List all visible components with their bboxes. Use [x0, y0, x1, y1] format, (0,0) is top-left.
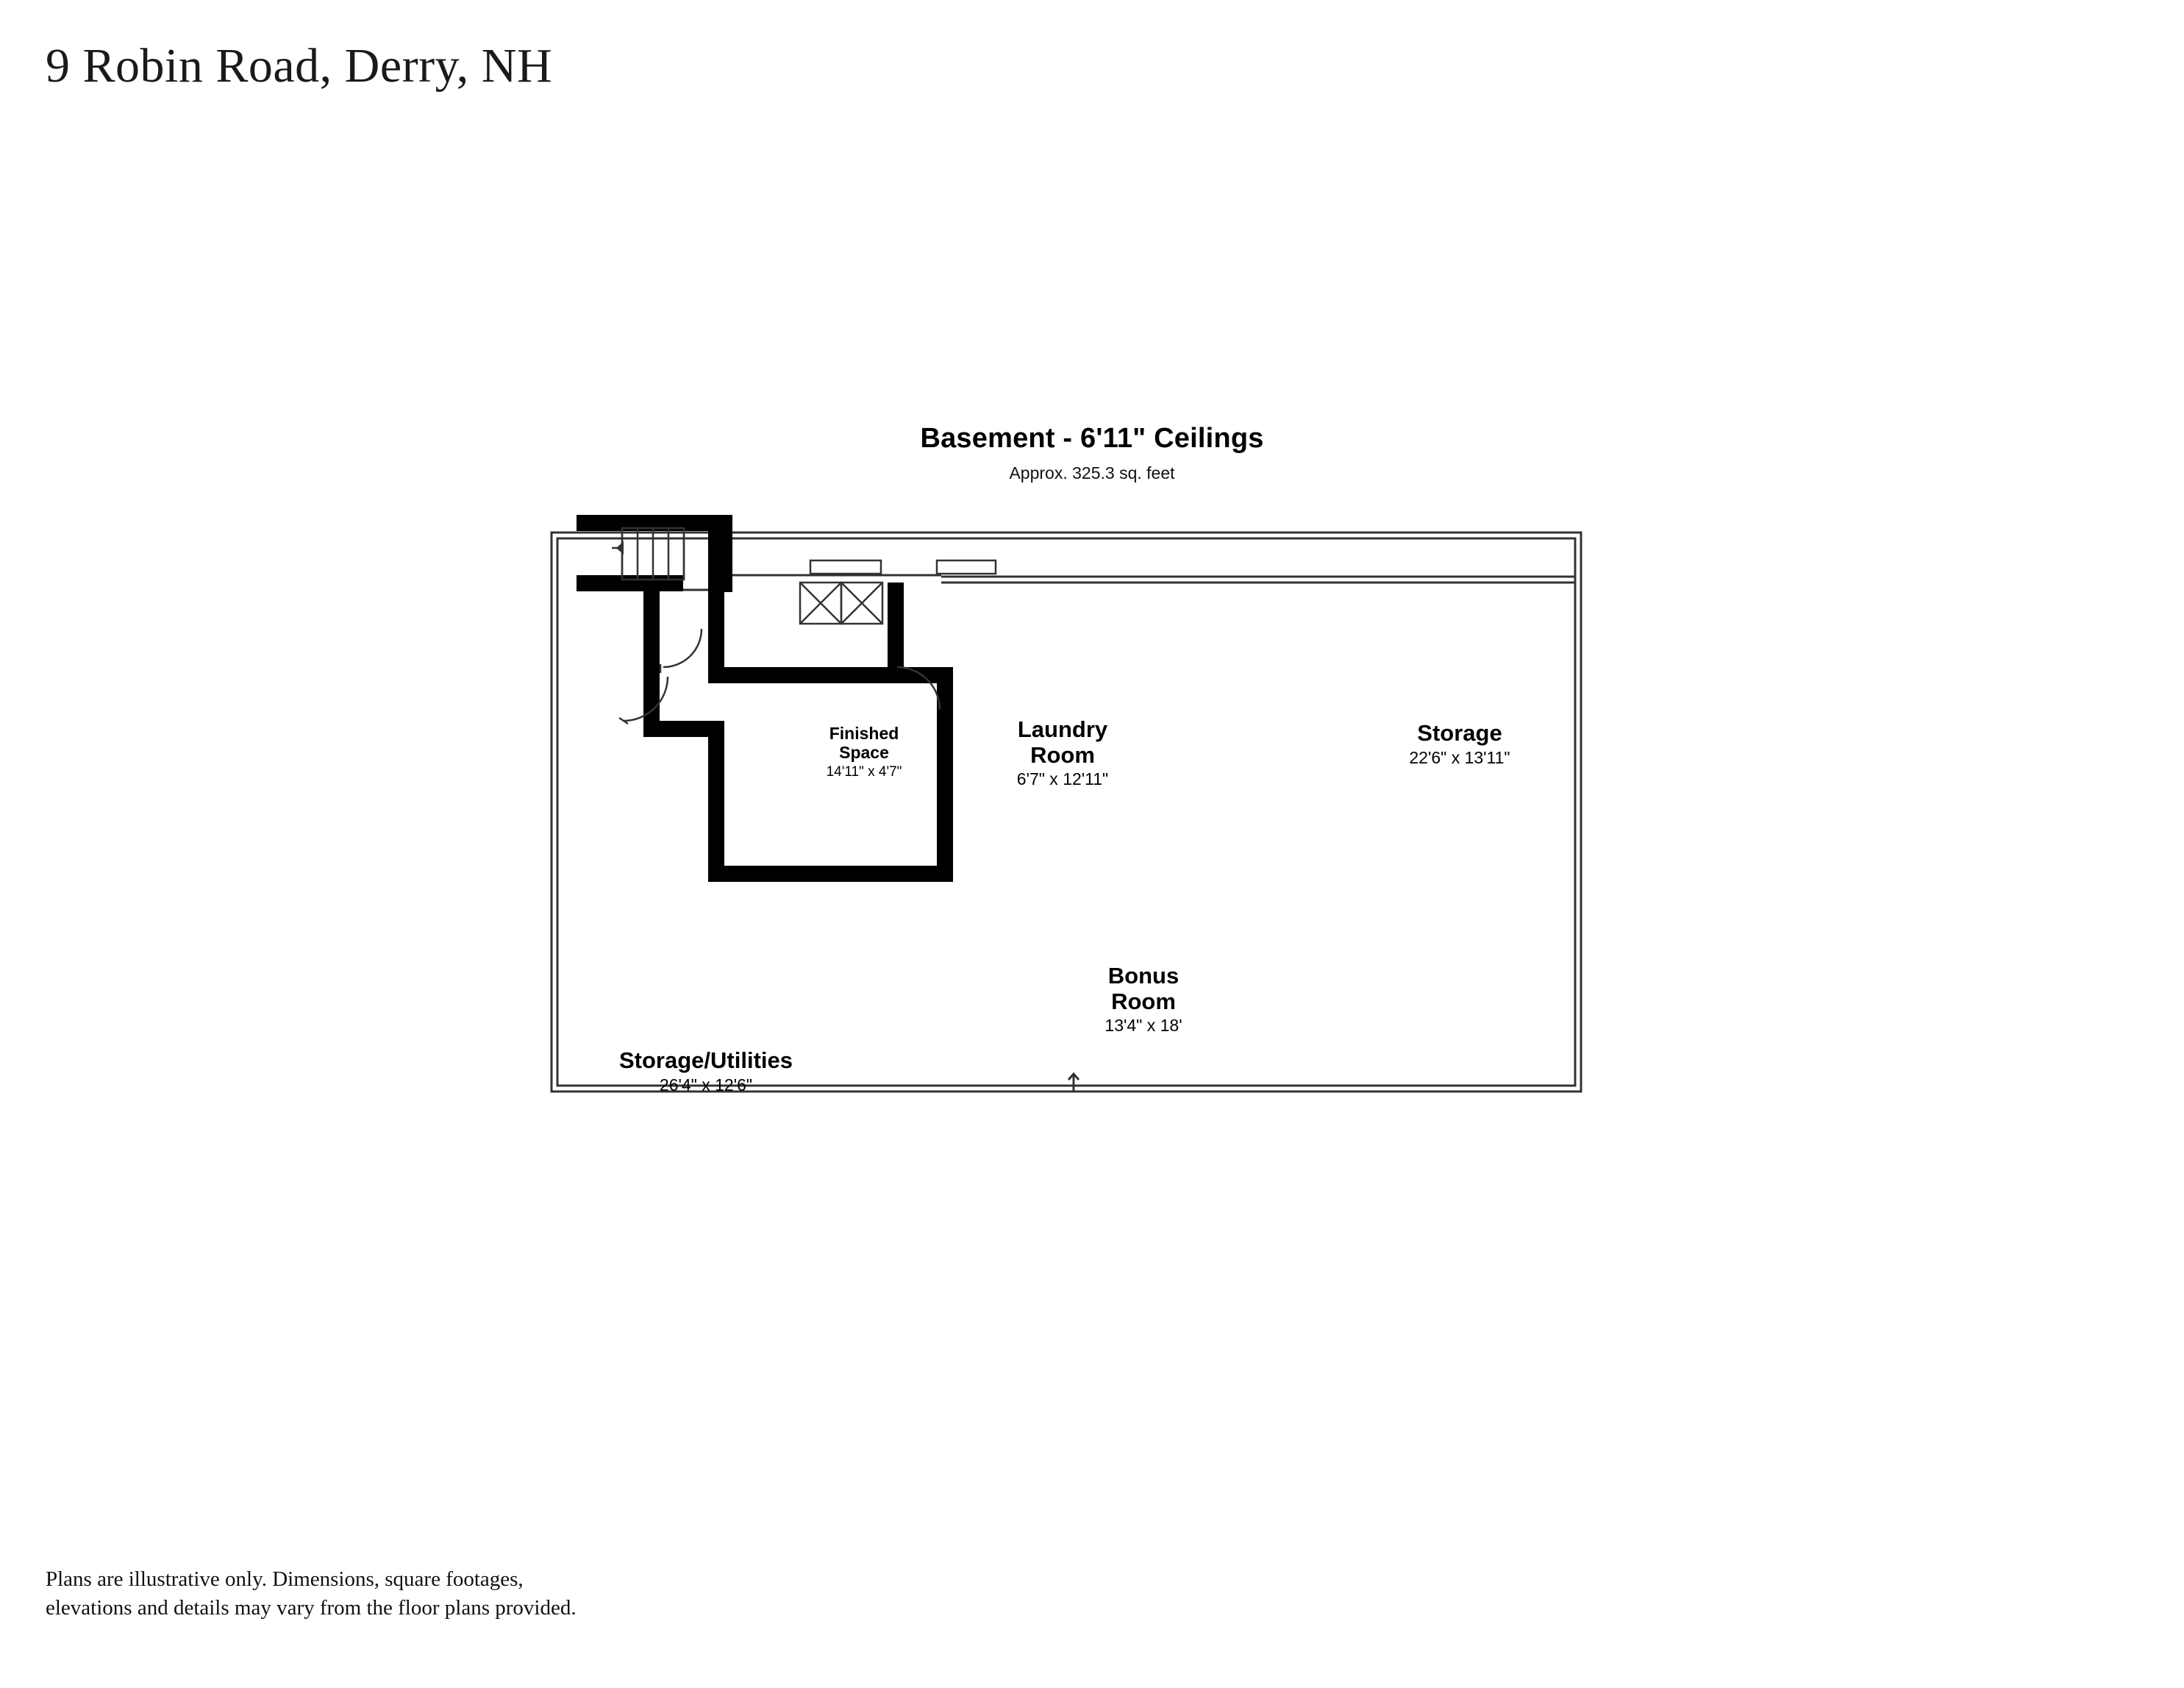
- room-dimensions: 26'4" x 12'6": [659, 1075, 753, 1094]
- disclaimer-line-1: Plans are illustrative only. Dimensions, square footages,: [46, 1567, 524, 1591]
- room-name-line1: Storage: [1417, 720, 1502, 746]
- stairs: [612, 528, 684, 580]
- room-dimensions: 14'11" x 4'7": [826, 763, 902, 780]
- room-name-line1: Laundry: [1017, 716, 1108, 742]
- room-name-line1: Bonus: [1107, 963, 1180, 989]
- structural-walls: [577, 515, 953, 882]
- plan-area-note: Approx. 325.3 sq. feet: [1009, 463, 1175, 482]
- floor-plan-drawing: [529, 515, 1677, 1287]
- disclaimer-line-2: elevations and details may vary from the floor plans provided.: [46, 1596, 577, 1620]
- plan-heading-block: [0, 423, 2184, 483]
- room-name-line1: Finished: [829, 724, 899, 743]
- plan-title: Basement - 6'11" Ceilings: [920, 423, 1264, 454]
- page-title: 9 Robin Road, Derry, NH: [46, 39, 553, 93]
- foundation-outline: [552, 533, 1581, 1091]
- room-name-line1: Storage/Utilities: [619, 1047, 793, 1073]
- room-dimensions: 22'6" x 13'11": [1409, 747, 1510, 767]
- room-name-line2: Room: [1030, 741, 1095, 768]
- bottom-wall-marker: [1068, 1074, 1079, 1091]
- room-name-line2: Room: [1111, 988, 1176, 1014]
- room-dimensions: 13'4" x 18': [1105, 1016, 1182, 1036]
- floor-plan-svg: [529, 515, 1677, 1287]
- room-dimensions: 6'7" x 12'11": [1016, 769, 1109, 789]
- room-name-line2: Space: [839, 742, 889, 762]
- disclaimer: [46, 1565, 577, 1623]
